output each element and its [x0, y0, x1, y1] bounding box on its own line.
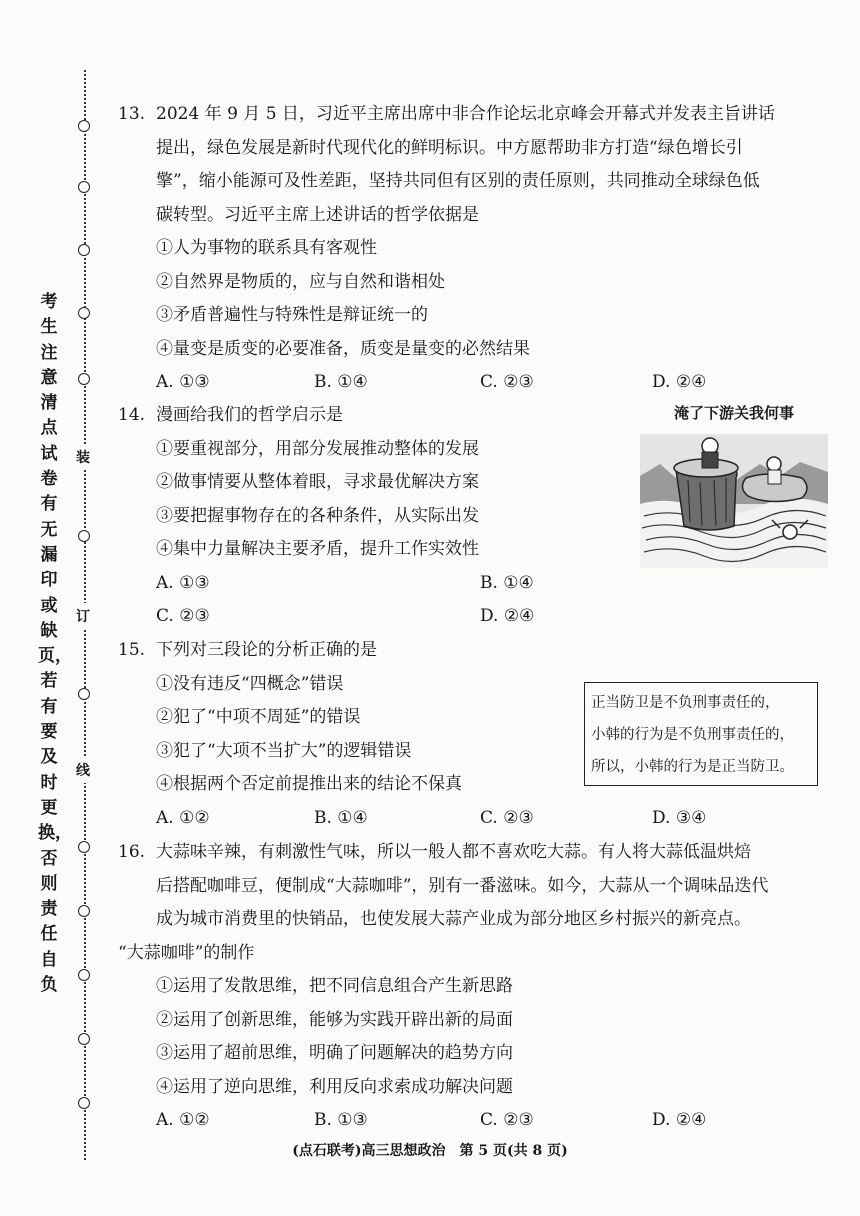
option-b: B. ①③ [314, 1110, 368, 1130]
question-stem-line: 碳转型。习近平主席上述讲话的哲学依据是 [156, 204, 479, 225]
option-c: C. ②③ [480, 1110, 534, 1130]
binding-hole [78, 1033, 90, 1045]
option-d: D. ②④ [480, 606, 535, 626]
cartoon-caption: 淹了下游关我何事 [673, 404, 794, 422]
cartoon-drawing [640, 434, 828, 568]
binding-hole [78, 969, 90, 981]
question-stem-line: 擎”，缩小能源可及性差距，坚持共同但有区别的责任原则，共同推动全球绿色低 [156, 171, 760, 191]
binding-hole [78, 688, 90, 700]
question-stem-line: 提出，绿色发展是新时代现代化的鲜明标识。中方愿帮助非方打造“绿色增长引 [156, 137, 743, 158]
statement-item: ③犯了“大项不当扩大”的逻辑错误 [156, 740, 412, 761]
statement-item: ②犯了“中项不周延”的错误 [156, 707, 361, 727]
cartoon [640, 400, 828, 600]
option-a: A. ①② [156, 807, 210, 828]
binding-hole [78, 181, 90, 193]
statement-item: ②运用了创新思维，能够为实践开辟出新的局面 [156, 1009, 513, 1030]
question-number: 14. [118, 405, 146, 425]
answer-options [156, 1104, 830, 1138]
answer-options [156, 600, 830, 634]
option-d: D. ②④ [652, 372, 707, 392]
statement-item: ①要重视部分，用部分发展推动整体的发展 [156, 438, 479, 459]
statement-item: ③矛盾普遍性与特殊性是辩证统一的 [156, 305, 428, 325]
question-number: 16. [118, 842, 146, 862]
question-stem-line: 漫画给我们的哲学启示是 [156, 405, 343, 425]
question-16 [118, 836, 830, 1138]
statement-item: ①没有违反“四概念”错误 [156, 673, 344, 694]
statement-item: ②自然界是物质的，应与自然和谐相处 [156, 271, 445, 292]
binding-hole [78, 120, 90, 132]
statement-item: ③要把握事物存在的各种条件，从实际出发 [156, 505, 479, 526]
statement-item: ③运用了超前思维，明确了问题解决的趋势方向 [156, 1043, 513, 1063]
statement-item: ①人为事物的联系具有客观性 [156, 238, 377, 258]
syllogism-box [584, 682, 818, 786]
statement-item: ①运用了发散思维，把不同信息组合产生新思路 [156, 976, 513, 996]
option-c: C. ②③ [480, 807, 534, 828]
binding-word-ding: 订 [76, 603, 90, 629]
binding-hole [78, 373, 90, 385]
minor-premise: 小韩的行为是不负刑事责任的， [591, 727, 794, 743]
candidate-notice: 考生注意清点试卷有无漏印或缺页，若有要及时更换，否则责任自负 [38, 292, 72, 996]
question-stem-line: 成为城市消费里的快销品，也使发展大蒜产业成为部分地区乡村振兴的新亮点。 [156, 909, 751, 929]
question-13 [118, 98, 830, 400]
page-footer: (点石联考)高三思想政治 第 5 页(共 8 页) [292, 1143, 568, 1159]
option-b: B. ①④ [314, 372, 368, 392]
option-a: A. ①③ [156, 572, 210, 593]
statement-item: ④量变是质变的必要准备，质变是量变的必然结果 [156, 338, 530, 359]
binding-hole [78, 307, 90, 319]
binding-word-zhuang: 装 [76, 444, 90, 470]
binding-hole [78, 530, 90, 542]
binding-hole [78, 841, 90, 853]
major-premise: 正当防卫是不负刑事责任的， [591, 695, 780, 711]
binding-word-xian: 线 [76, 757, 90, 783]
question-number: 13. [118, 104, 146, 124]
option-a: A. ①② [156, 1110, 210, 1130]
binding-hole [78, 1097, 90, 1109]
answer-options [156, 366, 830, 400]
statement-item: ④运用了逆向思维，利用反向求索成功解决问题 [156, 1076, 513, 1097]
option-a: A. ①③ [156, 372, 210, 392]
answer-options [156, 802, 830, 836]
question-stem-line: 大蒜味辛辣，有刺激性气味，所以一般人都不喜欢吃大蒜。有人将大蒜低温烘焙 [156, 842, 751, 862]
option-b: B. ①④ [480, 572, 534, 593]
option-d: D. ③④ [652, 807, 707, 828]
binding-hole [78, 244, 90, 256]
question-stem-line: 后搭配咖啡豆，便制成“大蒜咖啡”，别有一番滋味。如今，大蒜从一个调味品迭代 [156, 875, 769, 896]
question-stem-line: 2024 年 9 月 5 日，习近平主席出席中非合作论坛北京峰会开幕式并发表主旨讲话 [156, 104, 775, 124]
question-stem-line: “大蒜咖啡”的制作 [118, 942, 255, 963]
statement-item: ④集中力量解决主要矛盾，提升工作实效性 [156, 539, 479, 559]
option-c: C. ②③ [480, 372, 534, 392]
option-c: C. ②③ [156, 606, 210, 626]
option-d: D. ②④ [652, 1110, 707, 1130]
statement-item: ④根据两个否定前提推出来的结论不保真 [156, 774, 462, 794]
question-number: 15. [118, 640, 146, 660]
question-stem-line: 下列对三段论的分析正确的是 [156, 640, 377, 660]
binding-hole [78, 905, 90, 917]
statement-item: ②做事情要从整体着眼，寻求最优解决方案 [156, 472, 479, 492]
conclusion: 所以，小韩的行为是正当防卫。 [591, 759, 794, 775]
option-b: B. ①④ [314, 807, 368, 828]
